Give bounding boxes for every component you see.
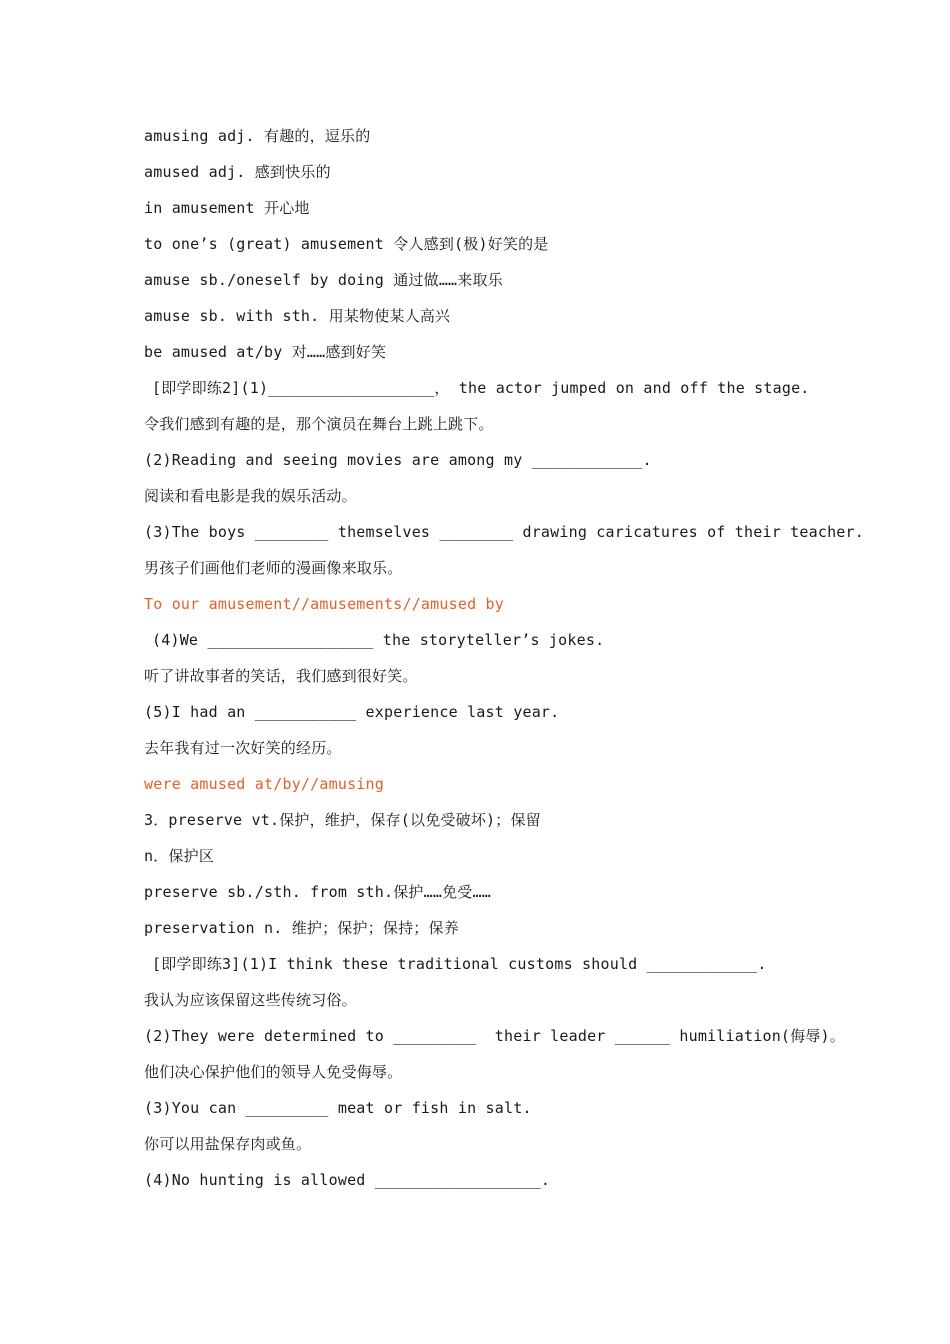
note-line: amusing adj. 有趣的，逗乐的 (144, 127, 371, 145)
exercise-line: [即学即练3](1)I think these traditional customs should ____________. (152, 955, 767, 973)
document-page (144, 118, 864, 1198)
note-line: preserve sb./sth. from sth.保护……免受…… (144, 883, 491, 901)
note-line: amuse sb. with sth. 用某物使某人高兴 (144, 307, 451, 325)
exercise-line: (4)We __________________ the storyteller’s jokes. (152, 631, 605, 649)
exercise-line: (3)The boys ________ themselves ________ drawing caricatures of their teacher. (144, 523, 864, 541)
translation-line: 令我们感到有趣的是，那个演员在舞台上跳上跳下。 (144, 415, 494, 433)
exercise-line: [即学即练2](1)__________________， the actor jumped on and off the stage. (152, 379, 810, 397)
translation-line: 你可以用盐保存肉或鱼。 (144, 1135, 312, 1153)
note-line: n．保护区 (144, 847, 215, 865)
exercise-line: (2)Reading and seeing movies are among my ____________. (144, 451, 652, 469)
section-heading: 3．preserve vt.保护，维护，保存(以免受破坏)；保留 (144, 811, 541, 829)
exercise-line: (3)You can _________ meat or fish in salt. (144, 1099, 532, 1117)
translation-line: 听了讲故事者的笑话，我们感到很好笑。 (144, 667, 418, 685)
note-line: preservation n. 维护；保护；保持；保养 (144, 919, 459, 937)
answer-line: To our amusement//amusements//amused by (144, 595, 504, 613)
exercise-line: (4)No hunting is allowed __________________. (144, 1171, 551, 1189)
exercise-line: (2)They were determined to _________ their leader ______ humiliation(侮辱)。 (144, 1027, 845, 1045)
note-line: to one’s (great) amusement 令人感到(极)好笑的是 (144, 235, 549, 253)
translation-line: 阅读和看电影是我的娱乐活动。 (144, 487, 357, 505)
note-line: amused adj. 感到快乐的 (144, 163, 331, 181)
note-line: be amused at/by 对……感到好笑 (144, 343, 387, 361)
translation-line: 男孩子们画他们老师的漫画像来取乐。 (144, 559, 403, 577)
answer-line: were amused at/by//amusing (144, 775, 384, 793)
translation-line: 我认为应该保留这些传统习俗。 (144, 991, 357, 1009)
translation-line: 他们决心保护他们的领导人免受侮辱。 (144, 1063, 403, 1081)
translation-line: 去年我有过一次好笑的经历。 (144, 739, 342, 757)
exercise-line: (5)I had an ___________ experience last year. (144, 703, 560, 721)
note-line: in amusement 开心地 (144, 199, 310, 217)
note-line: amuse sb./oneself by doing 通过做……来取乐 (144, 271, 503, 289)
